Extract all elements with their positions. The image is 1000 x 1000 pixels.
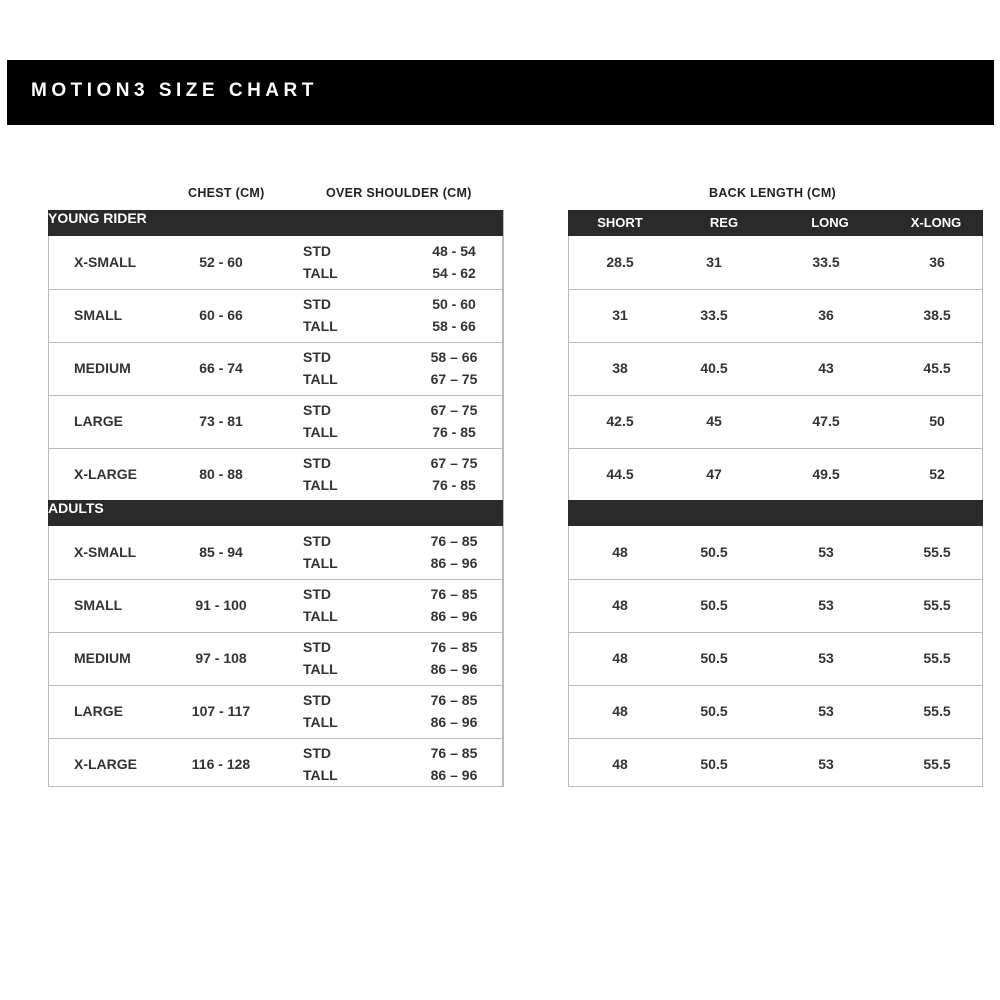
column-header-reg: REG <box>709 215 739 230</box>
back-length-short: 48 <box>612 703 628 719</box>
back-length-long: 36 <box>818 307 834 323</box>
back-length-long: 47.5 <box>812 413 840 429</box>
back-length-long: 49.5 <box>812 466 840 482</box>
back-length-x-long: 55.5 <box>923 597 951 613</box>
back-length-reg: 45 <box>706 413 722 429</box>
section-header-bar <box>568 500 983 526</box>
tall-value: 76 - 85 <box>432 477 476 493</box>
std-label: STD <box>303 349 331 365</box>
back-length-header: BACK LENGTH (CM) <box>709 186 837 200</box>
chest-value: 97 - 108 <box>195 650 247 666</box>
chest-value: 80 - 88 <box>199 466 243 482</box>
std-label: STD <box>303 455 331 471</box>
chest-value: 52 - 60 <box>199 254 243 270</box>
tall-value: 76 - 85 <box>432 424 476 440</box>
back-length-x-long: 55.5 <box>923 544 951 560</box>
tall-label: TALL <box>303 608 338 624</box>
table-row <box>49 396 502 449</box>
back-length-short: 48 <box>612 544 628 560</box>
back-length-long: 43 <box>818 360 834 376</box>
back-length-short: 28.5 <box>606 254 634 270</box>
back-length-reg: 50.5 <box>700 703 728 719</box>
table-row <box>49 237 502 290</box>
size-label: SMALL <box>74 597 123 613</box>
back-length-short: 48 <box>612 650 628 666</box>
tall-value: 54 - 62 <box>432 265 476 281</box>
back-length-short: 42.5 <box>606 413 634 429</box>
tall-label: TALL <box>303 318 338 334</box>
table-row <box>49 449 502 502</box>
tall-value: 86 – 96 <box>430 714 478 730</box>
back-length-short: 44.5 <box>606 466 634 482</box>
tall-label: TALL <box>303 767 338 783</box>
back-length-x-long: 38.5 <box>923 307 951 323</box>
table-divider <box>503 210 504 787</box>
column-header-long: LONG <box>811 215 849 230</box>
back-length-x-long: 52 <box>929 466 945 482</box>
table-row <box>49 686 502 739</box>
size-label: MEDIUM <box>74 360 131 376</box>
back-length-short: 48 <box>612 756 628 772</box>
std-value: 76 – 85 <box>430 533 478 549</box>
section-header <box>48 500 503 526</box>
std-value: 58 – 66 <box>430 349 478 365</box>
table-row <box>49 527 502 580</box>
size-label: X-SMALL <box>74 544 137 560</box>
chest-value: 60 - 66 <box>199 307 243 323</box>
table-row <box>569 633 982 686</box>
table-row <box>49 739 502 792</box>
size-label: X-LARGE <box>74 756 137 772</box>
table-row <box>49 343 502 396</box>
section-label: ADULTS <box>48 500 104 516</box>
chest-header: CHEST (CM) <box>188 186 265 200</box>
size-label: MEDIUM <box>74 650 131 666</box>
back-length-reg: 50.5 <box>700 544 728 560</box>
back-length-long: 53 <box>818 544 834 560</box>
std-value: 76 – 85 <box>430 692 478 708</box>
back-length-x-long: 45.5 <box>923 360 951 376</box>
over-shoulder-header: OVER SHOULDER (CM) <box>326 186 472 200</box>
table-row <box>569 449 982 502</box>
std-value: 76 – 85 <box>430 639 478 655</box>
back-length-reg: 31 <box>706 254 722 270</box>
tall-value: 86 – 96 <box>430 555 478 571</box>
tall-label: TALL <box>303 424 338 440</box>
column-header-short: SHORT <box>597 215 643 230</box>
std-value: 67 – 75 <box>430 402 478 418</box>
tall-label: TALL <box>303 477 338 493</box>
std-label: STD <box>303 402 331 418</box>
tall-label: TALL <box>303 714 338 730</box>
table-row <box>569 739 982 792</box>
std-value: 76 – 85 <box>430 586 478 602</box>
table-row <box>569 580 982 633</box>
std-label: STD <box>303 243 331 259</box>
back-length-reg: 50.5 <box>700 597 728 613</box>
size-label: LARGE <box>74 703 123 719</box>
size-label: LARGE <box>74 413 123 429</box>
chest-value: 73 - 81 <box>199 413 243 429</box>
std-label: STD <box>303 639 331 655</box>
table-row <box>49 633 502 686</box>
tall-value: 67 – 75 <box>430 371 478 387</box>
chest-value: 107 - 117 <box>191 703 251 719</box>
std-value: 50 - 60 <box>432 296 476 312</box>
chest-value: 116 - 128 <box>191 756 251 772</box>
back-length-long: 33.5 <box>812 254 840 270</box>
size-label: SMALL <box>74 307 123 323</box>
table-row <box>569 343 982 396</box>
back-length-table <box>568 210 983 787</box>
table-row <box>49 290 502 343</box>
tall-value: 86 – 96 <box>430 767 478 783</box>
size-label: X-SMALL <box>74 254 137 270</box>
table-row <box>569 290 982 343</box>
back-length-long: 53 <box>818 650 834 666</box>
back-length-reg: 33.5 <box>700 307 728 323</box>
tall-value: 86 – 96 <box>430 661 478 677</box>
table-row <box>569 396 982 449</box>
size-table-left <box>48 210 503 787</box>
tall-label: TALL <box>303 371 338 387</box>
page-title: MOTION3 SIZE CHART <box>31 80 318 101</box>
back-length-x-long: 55.5 <box>923 756 951 772</box>
table-row <box>569 686 982 739</box>
section-header-bar <box>568 210 983 236</box>
section-label: YOUNG RIDER <box>48 210 147 226</box>
back-length-short: 38 <box>612 360 628 376</box>
back-length-long: 53 <box>818 703 834 719</box>
back-length-reg: 40.5 <box>700 360 728 376</box>
back-length-x-long: 50 <box>929 413 945 429</box>
std-value: 48 - 54 <box>432 243 476 259</box>
chest-value: 66 - 74 <box>199 360 243 376</box>
back-length-long: 53 <box>818 597 834 613</box>
chest-value: 85 - 94 <box>199 544 243 560</box>
column-header-x-long: X-LONG <box>910 215 962 230</box>
std-label: STD <box>303 296 331 312</box>
tall-label: TALL <box>303 265 338 281</box>
back-length-short: 31 <box>612 307 628 323</box>
std-label: STD <box>303 692 331 708</box>
tall-value: 86 – 96 <box>430 608 478 624</box>
section-header <box>48 210 503 236</box>
back-length-reg: 50.5 <box>700 650 728 666</box>
back-length-long: 53 <box>818 756 834 772</box>
std-label: STD <box>303 745 331 761</box>
back-length-short: 48 <box>612 597 628 613</box>
back-length-reg: 50.5 <box>700 756 728 772</box>
std-value: 76 – 85 <box>430 745 478 761</box>
title-banner <box>7 60 994 125</box>
back-length-x-long: 55.5 <box>923 650 951 666</box>
tall-value: 58 - 66 <box>432 318 476 334</box>
table-row <box>49 580 502 633</box>
back-length-x-long: 36 <box>929 254 945 270</box>
size-label: X-LARGE <box>74 466 137 482</box>
table-row <box>569 237 982 290</box>
std-value: 67 – 75 <box>430 455 478 471</box>
back-length-x-long: 55.5 <box>923 703 951 719</box>
tall-label: TALL <box>303 555 338 571</box>
table-row <box>569 527 982 580</box>
std-label: STD <box>303 533 331 549</box>
std-label: STD <box>303 586 331 602</box>
chest-value: 91 - 100 <box>195 597 247 613</box>
tall-label: TALL <box>303 661 338 677</box>
back-length-reg: 47 <box>706 466 722 482</box>
